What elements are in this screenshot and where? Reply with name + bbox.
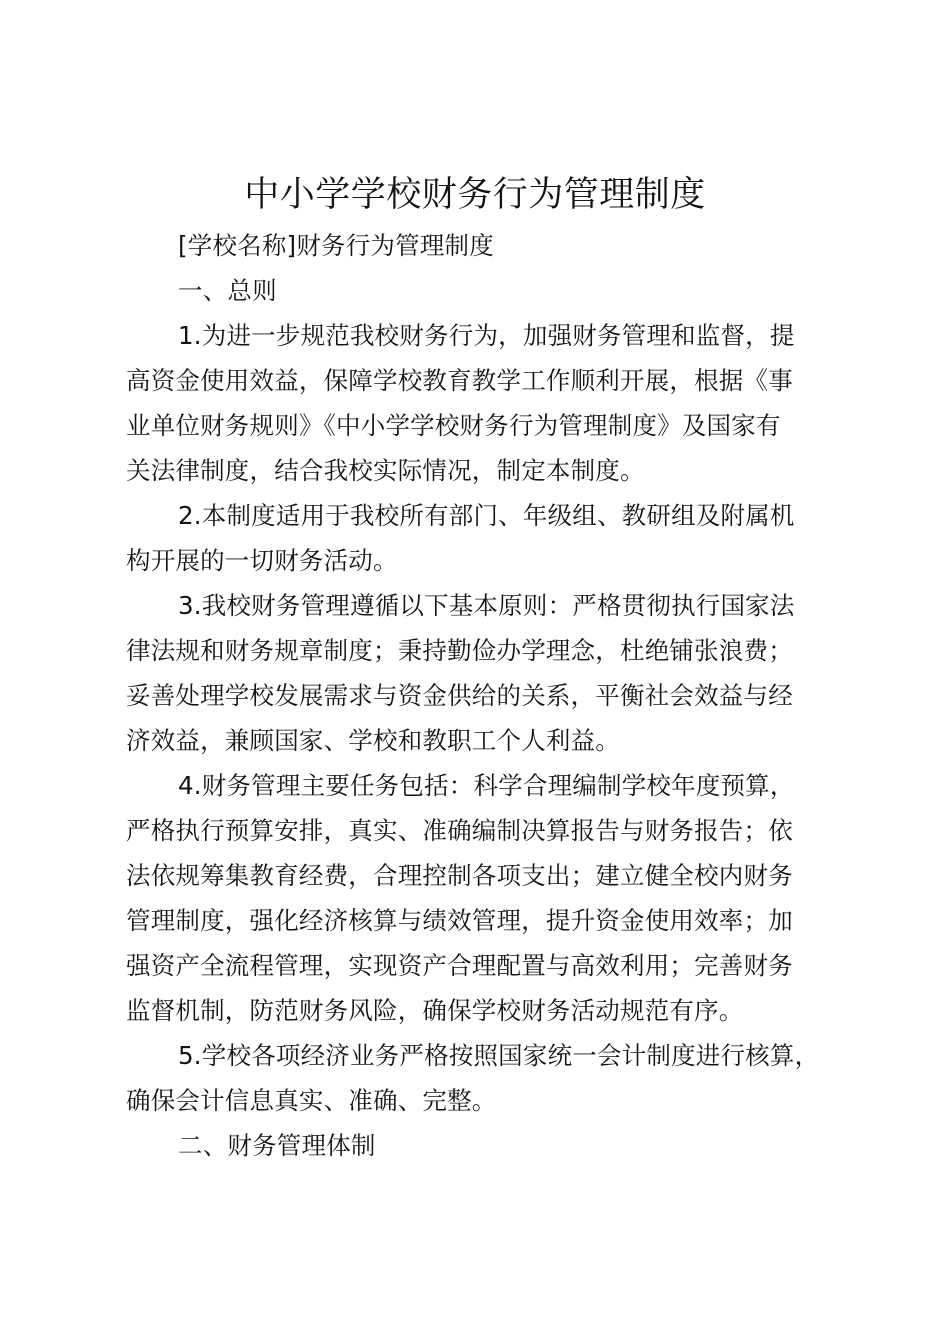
body-line: [学校名称]财务行为管理制度 [178,231,494,260]
body-line: 法依规筹集教育经费，合理控制各项支出；建立健全校内财务 [126,861,793,890]
body-line: 强资产全流程管理，实现资产合理配置与高效利用；完善财务 [126,951,793,980]
document-body [126,223,838,1168]
body-line: 3.我校财务管理遵循以下基本原则：严格贯彻执行国家法 [178,591,795,620]
body-line: 4.财务管理主要任务包括：科学合理编制学校年度预算， [178,771,795,800]
document-title: 中小学学校财务行为管理制度 [244,175,706,215]
body-line: 高资金使用效益，保障学校教育教学工作顺利开展，根据《事 [126,366,793,395]
body-line: 律法规和财务规章制度；秉持勤俭办学理念，杜绝铺张浪费； [126,636,793,665]
body-line: 一、总则 [178,276,277,305]
body-line: 济效益，兼顾国家、学校和教职工个人利益。 [126,726,620,755]
body-line: 管理制度，强化经济核算与绩效管理，提升资金使用效率；加 [126,906,793,935]
body-line: 监督机制，防范财务风险，确保学校财务活动规范有序。 [126,996,744,1025]
body-line: 严格执行预算安排，真实、准确编制决算报告与财务报告；依 [126,816,793,845]
body-line: 2.本制度适用于我校所有部门、年级组、教研组及附属机 [178,501,795,530]
body-line: 5.学校各项经济业务严格按照国家统一会计制度进行核算， [178,1041,820,1070]
body-line: 1.为进一步规范我校财务行为，加强财务管理和监督，提 [178,321,795,350]
body-line: 业单位财务规则》《中小学学校财务行为管理制度》及国家有 [126,411,781,440]
body-line: 构开展的一切财务活动。 [126,546,398,575]
body-line: 确保会计信息真实、准确、完整。 [126,1086,497,1115]
body-line: 二、财务管理体制 [178,1131,376,1160]
body-line: 妥善处理学校发展需求与资金供给的关系，平衡社会效益与经 [126,681,793,710]
body-line: 关法律制度，结合我校实际情况，制定本制度。 [126,456,645,485]
